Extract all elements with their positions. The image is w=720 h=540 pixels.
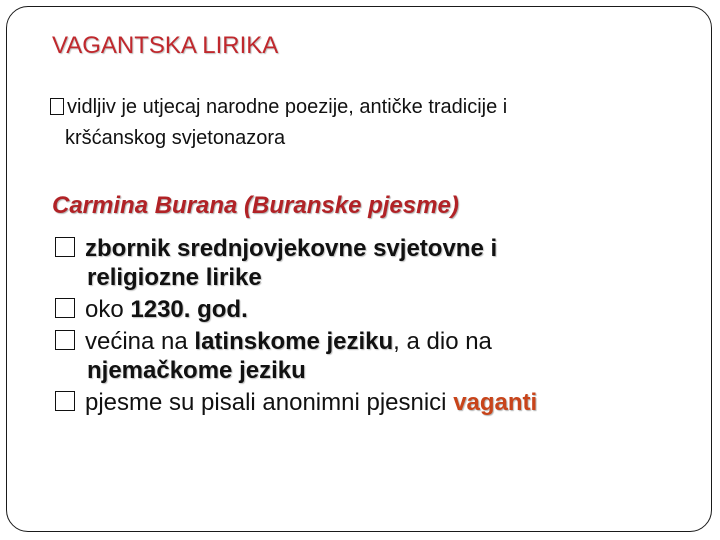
list-item	[52, 327, 692, 385]
item-4-vaganti: vaganti	[453, 389, 538, 416]
checkbox-bullet-icon	[55, 391, 75, 411]
checkbox-bullet-icon	[50, 98, 64, 115]
list-item	[52, 234, 692, 292]
item-2-year: 1230. god.	[130, 296, 248, 323]
intro-paragraph	[50, 92, 680, 154]
item-1-line-2: religiozne lirike	[87, 264, 262, 291]
item-4-text: pjesme su pisali anonimni pjesnici	[85, 389, 454, 416]
section-subtitle: Carmina Burana (Buranske pjesme)	[52, 192, 459, 219]
intro-line-1: vidljiv je utjecaj narodne poezije, antičke tradicije i	[67, 96, 508, 118]
checkbox-bullet-icon	[55, 237, 75, 257]
checkbox-bullet-icon	[55, 330, 75, 350]
list-item	[52, 295, 692, 324]
item-2-text: oko	[85, 296, 131, 323]
list-item	[52, 388, 692, 417]
intro-line-2: kršćanskog svjetonazora	[65, 127, 286, 149]
item-3-suffix: , a dio na	[393, 328, 492, 355]
slide-title: VAGANTSKA LIRIKA	[52, 32, 279, 59]
bullet-list	[52, 234, 692, 420]
item-1-line-1: zbornik srednjovjekovne svjetovne i	[85, 235, 498, 262]
item-3-latin: latinskome jeziku	[194, 328, 394, 355]
item-3-text: većina na	[85, 328, 195, 355]
checkbox-bullet-icon	[55, 298, 75, 318]
item-3-line-2: njemačkome jeziku	[87, 357, 306, 384]
